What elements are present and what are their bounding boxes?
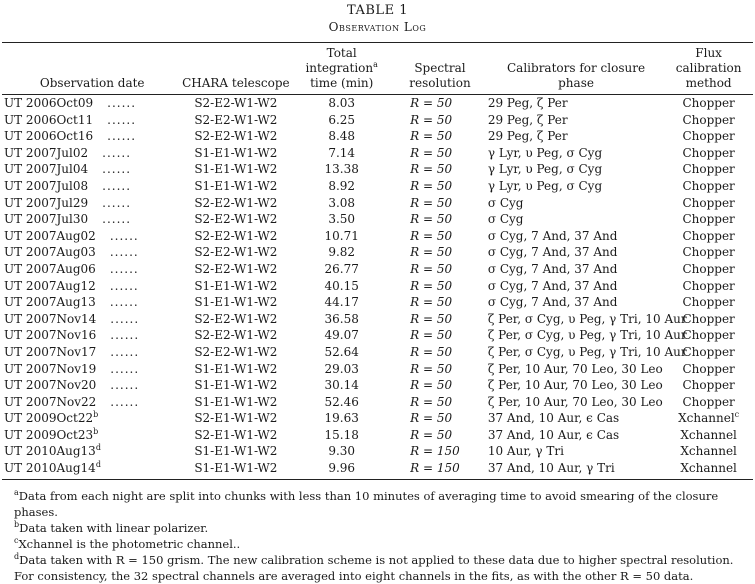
resolution-text: R = 50: [410, 145, 453, 160]
table-row: [2, 377, 753, 394]
cell-integration-time: 8.92: [328, 178, 356, 193]
header-telescope: CHARA telescope: [182, 76, 290, 90]
leader-dots: ......: [110, 378, 140, 393]
cell-calibrators: 37 And, 10 Aur, γ Tri: [487, 461, 615, 476]
date-text: UT 2007Jul08: [4, 178, 89, 193]
flux-text: Chopper: [682, 129, 735, 144]
cell-flux-method: [664, 443, 753, 460]
date-text: UT 2007Nov22: [4, 394, 97, 409]
leader-dots: ......: [109, 295, 139, 310]
table-row: [2, 344, 753, 361]
cell-integration-time: 8.48: [328, 129, 356, 144]
header-flux-line1: Flux calibration: [675, 46, 742, 75]
cell-date: [2, 294, 180, 311]
flux-text: Chopper: [682, 278, 735, 293]
date-footnote-mark: b: [93, 426, 99, 436]
cell-calibrators: σ Cyg: [487, 195, 524, 210]
cell-integration-time: 7.14: [328, 145, 356, 160]
flux-text: Xchannel: [680, 461, 737, 476]
cell-resolution: [392, 377, 488, 394]
table-row: [2, 244, 753, 261]
flux-text: Chopper: [682, 228, 735, 243]
cell-date: [2, 112, 180, 129]
cell-integration-time: 26.77: [324, 261, 359, 276]
cell-integration-time: 3.08: [328, 195, 356, 210]
date-text: UT 2010Aug13: [4, 444, 96, 459]
cell-integration-time: 9.96: [328, 461, 356, 476]
table-body: [2, 95, 753, 477]
footnotes: [6, 488, 749, 584]
cell-flux-method: [664, 195, 753, 212]
cell-integration-time: 9.30: [328, 444, 356, 459]
cell-calibrators: σ Cyg, 7 And, 37 And: [487, 245, 618, 260]
cell-calibrators: σ Cyg: [487, 212, 524, 227]
cell-resolution: [392, 244, 488, 261]
cell-calibrators: γ Lyr, υ Peg, σ Cyg: [487, 178, 603, 193]
resolution-text: R = 50: [410, 195, 453, 210]
header-res-line2: resolution: [409, 76, 471, 90]
cell-resolution: [392, 112, 488, 129]
cell-calibrators: ζ Per, 10 Aur, 70 Leo, 30 Leo: [487, 361, 663, 376]
cell-calibrators: 37 And, 10 Aur, ϵ Cas: [487, 411, 620, 426]
cell-calibrators: γ Lyr, υ Peg, σ Cyg: [487, 162, 603, 177]
date-text: UT 2007Nov19: [4, 361, 97, 376]
cell-telescope: S1-E1-W1-W2: [194, 394, 278, 409]
leader-dots: ......: [109, 228, 139, 243]
cell-date: [2, 427, 180, 444]
header-time-line2: time (min): [310, 76, 374, 90]
header-flux-line2: method: [685, 76, 732, 90]
cell-telescope: S2-E2-W1-W2: [194, 344, 278, 359]
date-footnote-mark: d: [95, 460, 101, 470]
date-text: UT 2010Aug14: [4, 461, 96, 476]
cell-date: [2, 178, 180, 195]
cell-integration-time: 15.18: [324, 427, 359, 442]
cell-calibrators: ζ Per, 10 Aur, 70 Leo, 30 Leo: [487, 394, 663, 409]
table-row: [2, 95, 753, 112]
cell-calibrators: σ Cyg, 7 And, 37 And: [487, 278, 618, 293]
flux-text: Chopper: [682, 344, 735, 359]
cell-integration-time: 29.03: [324, 361, 359, 376]
cell-date: [2, 128, 180, 145]
resolution-text: R = 50: [410, 112, 453, 127]
cell-calibrators: γ Lyr, υ Peg, σ Cyg: [487, 145, 603, 160]
cell-resolution: [392, 95, 488, 112]
cell-integration-time: 49.07: [324, 328, 359, 343]
leader-dots: ......: [109, 261, 139, 276]
cell-date: [2, 344, 180, 361]
cell-flux-method: [664, 228, 753, 245]
footnote-text: Data from each night are split into chunks with less than 10 minutes of averaging time to avoid smearing of the closure phases.: [14, 488, 719, 519]
cell-telescope: S2-E2-W1-W2: [194, 195, 278, 210]
leader-dots: ......: [109, 278, 139, 293]
cell-resolution: [392, 443, 488, 460]
flux-footnote-mark: c: [734, 410, 740, 420]
date-text: UT 2007Nov20: [4, 378, 97, 393]
footnote: [6, 552, 749, 584]
table-row: [2, 427, 753, 444]
date-text: UT 2007Jul30: [4, 212, 89, 227]
cell-date: [2, 460, 180, 477]
cell-resolution: [392, 427, 488, 444]
leader-dots: ......: [110, 311, 140, 326]
table-row: [2, 294, 753, 311]
cell-integration-time: 8.03: [328, 96, 356, 110]
table-row: [2, 178, 753, 195]
cell-flux-method: [664, 394, 753, 411]
cell-calibrators: σ Cyg, 7 And, 37 And: [487, 261, 618, 276]
resolution-text: R = 50: [410, 311, 453, 326]
cell-date: [2, 145, 180, 162]
table-header: [2, 43, 753, 95]
flux-text: Chopper: [682, 261, 735, 276]
flux-text: Chopper: [682, 245, 735, 260]
header-res-line1: Spectral: [414, 61, 466, 75]
date-text: UT 2009Oct22: [4, 411, 94, 426]
cell-telescope: S1-E1-W1-W2: [194, 378, 278, 393]
footnote-text: Data taken with R = 150 grism. The new calibration scheme is not applied to these data due to higher spectral resolution. For consistency, the 32 spectral channels are averaged into eight channels in the fits, as with the other R = 50 data.: [14, 552, 734, 583]
cell-resolution: [392, 410, 488, 427]
table-row: [2, 145, 753, 162]
flux-text: Chopper: [682, 361, 735, 376]
table-row: [2, 361, 753, 378]
cell-flux-method: [664, 244, 753, 261]
flux-text: Chopper: [682, 394, 735, 409]
cell-telescope: S2-E1-W1-W2: [194, 427, 278, 442]
date-text: UT 2007Aug06: [4, 261, 96, 276]
cell-integration-time: 30.14: [324, 378, 359, 393]
flux-text: Chopper: [682, 96, 735, 110]
cell-date: [2, 261, 180, 278]
cell-flux-method: [664, 145, 753, 162]
cell-telescope: S2-E2-W1-W2: [194, 328, 278, 343]
resolution-text: R = 50: [410, 261, 453, 276]
cell-flux-method: [664, 95, 753, 112]
resolution-text: R = 150: [410, 461, 460, 476]
cell-date: [2, 311, 180, 328]
footnote-mark: c: [14, 535, 19, 545]
table-row: [2, 443, 753, 460]
header-resolution: [392, 43, 488, 94]
resolution-text: R = 50: [410, 295, 453, 310]
footnote: [6, 488, 749, 520]
cell-flux-method: [664, 294, 753, 311]
resolution-text: R = 50: [410, 378, 453, 393]
date-text: UT 2009Oct23: [4, 427, 94, 442]
footnote: [6, 520, 749, 536]
flux-text: Chopper: [682, 378, 735, 393]
date-text: UT 2007Aug02: [4, 228, 96, 243]
cell-integration-time: 44.17: [324, 295, 359, 310]
resolution-text: R = 50: [410, 344, 453, 359]
flux-text: Chopper: [682, 311, 735, 326]
cell-telescope: S2-E1-W1-W2: [194, 411, 278, 426]
bottom-rule: [2, 479, 753, 480]
flux-text: Chopper: [682, 328, 735, 343]
cell-date: [2, 443, 180, 460]
cell-resolution: [392, 311, 488, 328]
cell-resolution: [392, 128, 488, 145]
leader-dots: ......: [102, 212, 132, 227]
cell-integration-time: 40.15: [324, 278, 359, 293]
resolution-text: R = 50: [410, 245, 453, 260]
cell-resolution: [392, 178, 488, 195]
resolution-text: R = 50: [410, 178, 453, 193]
cell-calibrators: σ Cyg, 7 And, 37 And: [487, 295, 618, 310]
cell-resolution: [392, 211, 488, 228]
cell-resolution: [392, 327, 488, 344]
cell-telescope: S1-E1-W1-W2: [194, 444, 278, 459]
cell-telescope: S2-E2-W1-W2: [194, 129, 278, 144]
header-date: Observation date: [39, 76, 145, 90]
leader-dots: ......: [110, 361, 140, 376]
flux-text: Chopper: [682, 295, 735, 310]
cell-integration-time: 6.25: [328, 112, 356, 127]
cell-flux-method: [664, 128, 753, 145]
cell-calibrators: ζ Per, σ Cyg, υ Peg, γ Tri, 10 Aur: [487, 344, 687, 359]
footnote-mark: a: [14, 487, 19, 497]
cell-date: [2, 278, 180, 295]
resolution-text: R = 50: [410, 394, 453, 409]
cell-calibrators: ζ Per, σ Cyg, υ Peg, γ Tri, 10 Aur: [487, 328, 687, 343]
cell-telescope: S1-E1-W1-W2: [194, 361, 278, 376]
cell-date: [2, 95, 180, 112]
cell-calibrators: σ Cyg, 7 And, 37 And: [487, 228, 618, 243]
date-text: UT 2007Nov17: [4, 344, 97, 359]
resolution-text: R = 50: [410, 328, 453, 343]
cell-date: [2, 410, 180, 427]
table-row: [2, 327, 753, 344]
date-text: UT 2006Oct09: [4, 96, 94, 110]
footnote-text: Xchannel is the photometric channel..: [18, 536, 241, 551]
resolution-text: R = 50: [410, 212, 453, 227]
date-text: UT 2007Nov16: [4, 328, 97, 343]
cell-telescope: S2-E2-W1-W2: [194, 96, 278, 110]
resolution-text: R = 50: [410, 228, 453, 243]
flux-text: Chopper: [682, 212, 735, 227]
table-row: [2, 261, 753, 278]
cell-telescope: S1-E1-W1-W2: [194, 461, 278, 476]
table-row: [2, 195, 753, 212]
cell-resolution: [392, 460, 488, 477]
cell-integration-time: 10.71: [324, 228, 359, 243]
leader-dots: ......: [110, 344, 140, 359]
leader-dots: ......: [107, 112, 137, 127]
table-row: [2, 112, 753, 129]
cell-resolution: [392, 394, 488, 411]
leader-dots: ......: [102, 145, 132, 160]
leader-dots: ......: [110, 328, 140, 343]
cell-flux-method: [664, 460, 753, 477]
table-title: TABLE 1: [347, 3, 408, 18]
cell-calibrators: 29 Peg, ζ Per: [487, 112, 568, 127]
footnote-text: Data taken with linear polarizer.: [19, 520, 209, 535]
cell-telescope: S2-E2-W1-W2: [194, 261, 278, 276]
flux-text: Xchannel: [680, 444, 737, 459]
header-time: [291, 43, 392, 94]
cell-date: [2, 361, 180, 378]
cell-date: [2, 228, 180, 245]
cell-resolution: [392, 261, 488, 278]
date-text: UT 2007Jul29: [4, 195, 89, 210]
footnote-mark: b: [14, 519, 20, 529]
cell-integration-time: 3.50: [328, 212, 356, 227]
header-calibrators: Calibrators for closure phase: [507, 61, 646, 90]
cell-resolution: [392, 344, 488, 361]
cell-calibrators: 29 Peg, ζ Per: [487, 96, 568, 110]
cell-flux-method: [664, 161, 753, 178]
table-row: [2, 311, 753, 328]
cell-resolution: [392, 278, 488, 295]
leader-dots: ......: [107, 129, 137, 144]
leader-dots: ......: [107, 96, 137, 110]
leader-dots: ......: [110, 394, 140, 409]
cell-date: [2, 161, 180, 178]
table-row: [2, 460, 753, 477]
cell-resolution: [392, 145, 488, 162]
cell-telescope: S1-E1-W1-W2: [194, 295, 278, 310]
footnote-mark: a: [373, 60, 378, 69]
cell-flux-method: [664, 427, 753, 444]
cell-flux-method: [664, 410, 753, 427]
cell-telescope: S2-E2-W1-W2: [194, 245, 278, 260]
cell-integration-time: 52.46: [324, 394, 359, 409]
cell-date: [2, 327, 180, 344]
resolution-text: R = 50: [410, 427, 453, 442]
cell-flux-method: [664, 211, 753, 228]
resolution-text: R = 50: [410, 411, 453, 426]
date-text: UT 2007Jul04: [4, 162, 89, 177]
header-flux: [664, 43, 753, 94]
cell-calibrators: 37 And, 10 Aur, ϵ Cas: [487, 427, 620, 442]
table-row: [2, 228, 753, 245]
cell-telescope: S2-E2-W1-W2: [194, 311, 278, 326]
cell-telescope: S1-E1-W1-W2: [194, 162, 278, 177]
flux-text: Xchannel: [680, 427, 737, 442]
resolution-text: R = 50: [410, 129, 453, 144]
cell-date: [2, 394, 180, 411]
date-text: UT 2007Aug12: [4, 278, 96, 293]
cell-integration-time: 36.58: [324, 311, 359, 326]
cell-telescope: S1-E1-W1-W2: [194, 178, 278, 193]
resolution-text: R = 50: [410, 278, 453, 293]
table-row: [2, 211, 753, 228]
cell-flux-method: [664, 377, 753, 394]
date-footnote-mark: d: [95, 443, 101, 453]
header-time-line1: Total integration: [305, 46, 374, 75]
cell-flux-method: [664, 361, 753, 378]
cell-integration-time: 9.82: [328, 245, 356, 260]
leader-dots: ......: [102, 162, 132, 177]
cell-telescope: S1-E1-W1-W2: [194, 278, 278, 293]
table-row: [2, 394, 753, 411]
flux-text: Xchannel: [678, 411, 735, 426]
cell-telescope: S1-E1-W1-W2: [194, 145, 278, 160]
cell-date: [2, 195, 180, 212]
table-subtitle: Observation Log: [328, 20, 427, 34]
table-row: [2, 410, 753, 427]
date-text: UT 2007Aug03: [4, 245, 96, 260]
flux-text: Chopper: [682, 178, 735, 193]
flux-text: Chopper: [682, 112, 735, 127]
date-text: UT 2006Oct11: [4, 112, 94, 127]
cell-integration-time: 19.63: [324, 411, 359, 426]
cell-flux-method: [664, 261, 753, 278]
cell-resolution: [392, 294, 488, 311]
table-row: [2, 161, 753, 178]
date-text: UT 2007Jul02: [4, 145, 89, 160]
resolution-text: R = 150: [410, 444, 460, 459]
flux-text: Chopper: [682, 195, 735, 210]
table-row: [2, 278, 753, 295]
cell-resolution: [392, 228, 488, 245]
resolution-text: R = 50: [410, 96, 453, 110]
cell-resolution: [392, 361, 488, 378]
date-text: UT 2007Nov14: [4, 311, 97, 326]
observation-table: [2, 43, 753, 477]
cell-flux-method: [664, 278, 753, 295]
cell-calibrators: ζ Per, 10 Aur, 70 Leo, 30 Leo: [487, 378, 663, 393]
cell-integration-time: 13.38: [324, 162, 359, 177]
cell-telescope: S2-E2-W1-W2: [194, 212, 278, 227]
cell-date: [2, 377, 180, 394]
resolution-text: R = 50: [410, 162, 453, 177]
leader-dots: ......: [102, 178, 132, 193]
flux-text: Chopper: [682, 162, 735, 177]
cell-calibrators: ζ Per, σ Cyg, υ Peg, γ Tri, 10 Aur: [487, 311, 687, 326]
cell-flux-method: [664, 112, 753, 129]
cell-resolution: [392, 161, 488, 178]
date-footnote-mark: b: [93, 410, 99, 420]
footnote: [6, 536, 749, 552]
cell-calibrators: 29 Peg, ζ Per: [487, 129, 568, 144]
resolution-text: R = 50: [410, 361, 453, 376]
flux-text: Chopper: [682, 145, 735, 160]
footnote-mark: d: [14, 551, 20, 561]
cell-integration-time: 52.64: [324, 344, 359, 359]
date-text: UT 2007Aug13: [4, 295, 96, 310]
cell-telescope: S2-E2-W1-W2: [194, 228, 278, 243]
cell-calibrators: 10 Aur, γ Tri: [487, 444, 564, 459]
cell-date: [2, 244, 180, 261]
table-row: [2, 128, 753, 145]
leader-dots: ......: [102, 195, 132, 210]
leader-dots: ......: [109, 245, 139, 260]
date-text: UT 2006Oct16: [4, 129, 94, 144]
cell-flux-method: [664, 178, 753, 195]
cell-resolution: [392, 195, 488, 212]
cell-telescope: S2-E2-W1-W2: [194, 112, 278, 127]
cell-date: [2, 211, 180, 228]
